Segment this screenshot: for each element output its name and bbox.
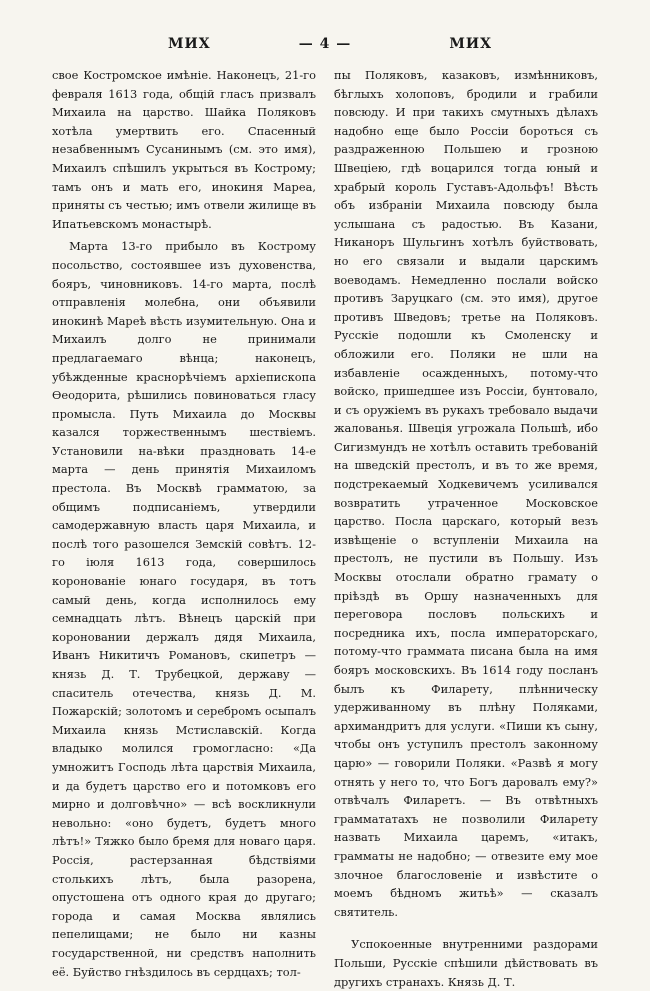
right-paragraph-1: пы Поляковъ, казаковъ, измѣнниковъ, бѣглыхъ холоповъ, бродили и грабили повсюду. И при такихъ смутныхъ дѣлахъ надобно еще было Россіи бороться съ раздраженною Польшею и грозною Швеціею, гдѣ воцарился тогда юный и храбрый король Густавъ-Адольфъ! Вѣсть объ избраніи Михаила повсюду была услышана съ радостью. Въ Казани, Никаноръ Шульгинъ хотѣлъ буйствовать, но его связали и выдали царскимъ воеводамъ. Немедленно послали войско противъ Заруцкаго (см. это имя), другое противъ Шведовъ; третье на Поляковъ. Русскіе подошли къ Смоленску и обложили его. Поляки не шли на избавленіе осажденныхъ, потому-что войско, пришедшее изъ Россіи, бунтовало, и съ оружіемъ въ рукахъ требовало выдачи жалованья. Швеція угрожала Польшѣ, ибо Сигизмундъ не хотѣлъ оставить требованій на шведскій престолъ, и въ то же время, подстрекаемый Ходкевичемъ усиливался возвратить утраченное Московское царство. Посла царскаго, который везъ извѣщеніе о вступленіи Михаила на престолъ, не пустили въ Польшу. Изъ Москвы отослали обратно грамату о пріѣздѣ въ Оршу назначенныхъ для переговора пословъ польскихъ и посредника ихъ, посла императорскаго, потому-что граммата писана была на имя бояръ московскихъ. Въ 1614 году посланъ былъ къ Филарету, плѣнническу удерживанному въ плѣну Поляками, архимандритъ для услуги. «Пиши къ сыну, чтобы онъ уступилъ престолъ законному царю» — говорили Поляки. «Развѣ я могу отнять у него то, что Богъ даровалъ ему?» отвѣчалъ Филаретъ. — Въ отвѣтныхъ граммататахъ не позволили Филарету назвать Михаила царемъ, «итакъ, грамматы не надобно; — отвезите ему мое злочное благословеніе и извѣстите о моемъ бѣдномъ житьѣ» — сказалъ святитель. bbox=[334, 68, 598, 919]
right-paragraph-2: Успокоенные внутренними раздорами Польши, Русскіе спѣшили дѣйствовать въ другихъ странахъ. Князь Д. Т. bbox=[334, 937, 598, 989]
right-column bbox=[334, 66, 598, 989]
left-paragraph-2: Марта 13-го прибыло въ Кострому посольство, состоявшее изъ духовенства, бояръ, чиновниковъ. 14-го марта, послѣ отправленія молебна, они объявили инокинѣ Мареѣ вѣсть изумительную. Она и Михаилъ долго не принимали предлагаемаго вѣнца; наконецъ, убѣжденные краснорѣчіемъ архіепископа Ѳеодорита, рѣшились повиноваться гласу промысла. Путь Михаила до Москвы казался торжественнымъ шествіемъ. Установили на-вѣки праздновать 14-е марта — день принятія Михаиломъ престола. Въ Москвѣ грамматою, за общимъ подписаніемъ, утвердили самодержавную власть царя Михаила, и послѣ того разошелся Земскій совѣтъ. 12-го іюля 1613 года, совершилось коронованіе юнаго государя, въ тотъ самый день, когда исполнилось ему семнадцать лѣтъ. Вѣнецъ царскій при короновании держалъ дядя Михаила, Иванъ Никитичъ Романовъ, скипетръ — князь Д. Т. Трубецкой, державу — спаситель отечества, князь Д. М. Пожарскій; золотомъ и серебромъ осыпалъ Михаила князь Мстиславскій. Когда владыко молился громогласно: «Да умножитъ Господь лѣта царствія Михаила, и да будетъ царство его и потомковъ его мирно и долговѣчно» — всѣ воскликнули невольно: «оно будетъ, будетъ много лѣтъ!» Тяжко было бремя для новаго царя. Россія, растерзанная бѣдствіями столькихъ лѣтъ, была разорена, опустошена отъ одного края до другаго; города и самая Москва являлись пепелищами; не было ни казны государственной, ни средствъ наполнить её. Буйство гнѣздилось въ сердцахъ; тол- bbox=[52, 239, 316, 979]
page-number: — 4 — bbox=[298, 36, 352, 52]
text-columns bbox=[52, 66, 598, 989]
running-header bbox=[60, 36, 590, 58]
left-column bbox=[52, 66, 316, 979]
left-paragraph-1: свое Костромское имѣніе. Наконецъ, 21-го февраля 1613 года, общій гласъ призвалъ Михаила на царство. Шайка Поляковъ хотѣла умертвить его. Спасенный незабвеннымъ Сусанинымъ (см. это имя), Михаилъ спѣшилъ укрыться въ Кострому; тамъ онъ и мать его, инокиня Мареа, приняты съ честью; имъ отвели жилище въ Ипатьевскомъ монастырѣ. bbox=[52, 68, 316, 231]
header-right-word: МИХ bbox=[449, 36, 492, 52]
header-left-word: МИХ bbox=[168, 36, 211, 52]
